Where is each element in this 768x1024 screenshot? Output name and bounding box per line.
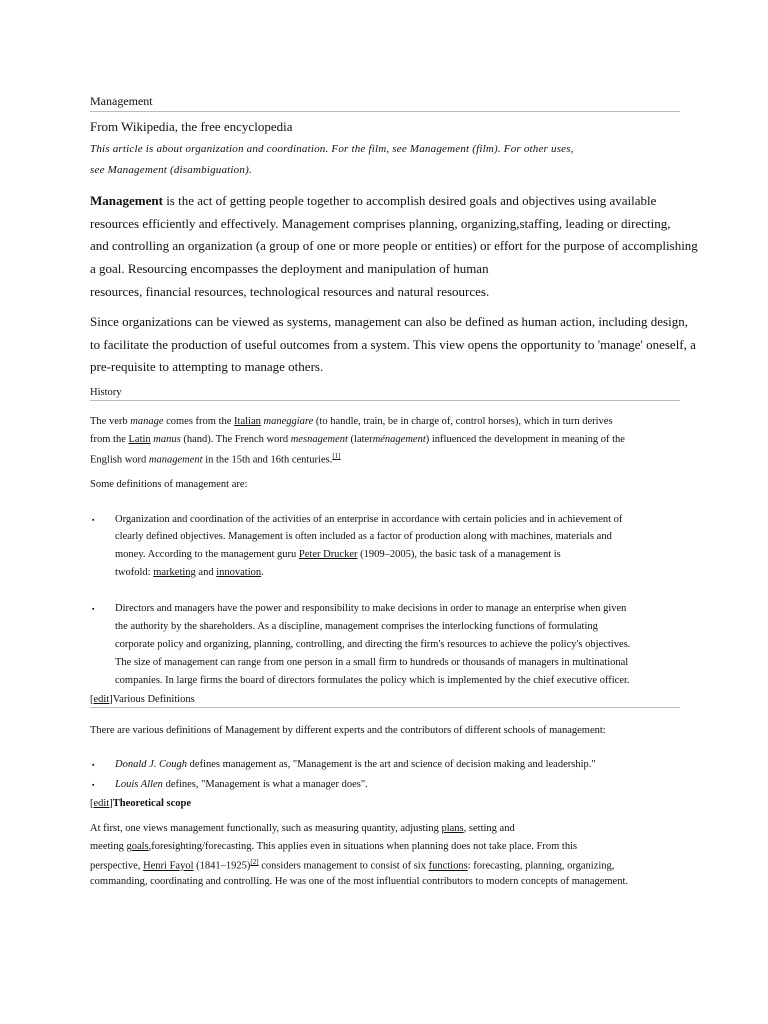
history-line-1: The verb manage comes from the Italian maneggiare (to handle, train, be in charge of, control horses), which in turn derives <box>90 416 613 427</box>
reference-1-link[interactable]: [1] <box>332 452 341 460</box>
intro-line-4: a goal. Resourcing encompasses the deployment and manipulation of human <box>90 261 489 276</box>
systems-line-2: to facilitate the production of useful outcomes from a system. This view opens the opportunity to 'manage' oneself, a <box>90 337 696 352</box>
various-definitions-heading: [edit]Various Definitions <box>90 694 680 708</box>
theoretical-scope-heading: [edit]Theoretical scope <box>90 798 191 809</box>
reference-2-link[interactable]: [2] <box>250 858 259 866</box>
theoretical-line-4: commanding, coordinating and controlling. He was one of the most influential contributors to modern concepts of management. <box>90 876 628 887</box>
page-subtitle: From Wikipedia, the free encyclopedia <box>90 119 293 134</box>
def1-line-1: Organization and coordination of the activities of an enterprise in accordance with certain policies and in achievement of <box>115 514 623 525</box>
theoretical-line-2: meeting goals,foresighting/forecasting. This applies even in situations when planning does not take place. From this <box>90 841 578 852</box>
various-bullet-2: Louis Allen defines, "Management is what a manager does". <box>115 779 368 790</box>
theoretical-line-3: perspective, Henri Fayol (1841–1925)[2] considers management to consist of six functions: forecasting, planning, organizing, <box>90 858 615 872</box>
link-innovation[interactable]: innovation <box>216 567 262 578</box>
intro-line-5: resources, financial resources, technological resources and natural resources. <box>90 284 490 299</box>
page-title: Management <box>90 94 680 112</box>
bullet-icon: ▪ <box>92 761 95 769</box>
link-peter-drucker[interactable]: Peter Drucker <box>298 549 358 560</box>
def1-line-3: money. According to the management guru Peter Drucker (1909–2005), the basic task of a management is <box>115 549 561 560</box>
link-goals[interactable]: goals <box>126 841 149 852</box>
intro-line-2: resources efficiently and effectively. Management comprises planning, organizing,staffing, leading or directing, <box>90 216 671 231</box>
def2-line-3: corporate policy and organizing, planning, controlling, and directing the firm's resources to achieve the policy's objectives. <box>115 639 631 650</box>
link-italian[interactable]: Italian <box>234 416 261 427</box>
various-bullet-1: Donald J. Cough defines management as, "Management is the art and science of decision making and leadership." <box>115 759 596 770</box>
intro-bold-term: Management <box>90 193 163 208</box>
bullet-icon: ▪ <box>92 516 95 524</box>
link-henri-fayol[interactable]: Henri Fayol <box>143 860 194 872</box>
link-plans[interactable]: plans <box>441 823 464 834</box>
def1-line-4: twofold: marketing and innovation. <box>115 567 264 578</box>
history-line-2: from the Latin manus (hand). The French word mesnagement (laterménagement) influenced the development in meaning of the <box>90 434 625 445</box>
def2-line-5: companies. In large firms the board of directors formulates the policy which is implemented by the chief executive officer. <box>115 675 630 686</box>
bullet-icon: ▪ <box>92 605 95 613</box>
link-marketing[interactable]: marketing <box>153 567 196 578</box>
theoretical-line-1: At first, one views management functionally, such as measuring quantity, adjusting plans, setting and <box>90 823 515 834</box>
edit-link-theoretical[interactable]: edit <box>93 798 110 809</box>
intro-line-1 <box>90 193 656 209</box>
hatnote-line-2: see Management (disambiguation). <box>90 164 252 176</box>
intro-line-1-text: is the act of getting people together to accomplish desired goals and objectives using available <box>162 193 657 208</box>
hatnote-line-1: This article is about organization and coordination. For the film, see Management (film). For other uses, <box>90 143 574 155</box>
def1-line-2: clearly defined objectives. Management is often included as a factor of production along with machines, materials and <box>115 531 612 542</box>
systems-line-3: pre-requisite to attempting to manage others. <box>90 359 324 374</box>
history-heading: History <box>90 387 680 401</box>
history-line-3: English word management in the 15th and 16th centuries.[1] <box>90 452 341 466</box>
intro-line-3: and controlling an organization (a group of one or more people or entities) or effort for the purpose of accomplishing <box>90 238 698 253</box>
bullet-icon: ▪ <box>92 781 95 789</box>
definitions-intro: Some definitions of management are: <box>90 479 248 490</box>
def2-line-4: The size of management can range from one person in a small firm to hundreds or thousands of managers in multinational <box>115 657 629 668</box>
def2-line-1: Directors and managers have the power and responsibility to make decisions in order to manage an enterprise when given <box>115 603 627 614</box>
edit-link-various[interactable]: edit <box>93 694 110 705</box>
systems-line-1: Since organizations can be viewed as systems, management can also be defined as human action, including design, <box>90 314 688 329</box>
link-latin[interactable]: Latin <box>128 434 151 445</box>
def2-line-2: the authority by the shareholders. As a discipline, management comprises the interlocking functions of formulating <box>115 621 598 632</box>
various-intro: There are various definitions of Management by different experts and the contributors of different schools of management: <box>90 725 606 736</box>
link-functions[interactable]: functions <box>428 860 468 872</box>
